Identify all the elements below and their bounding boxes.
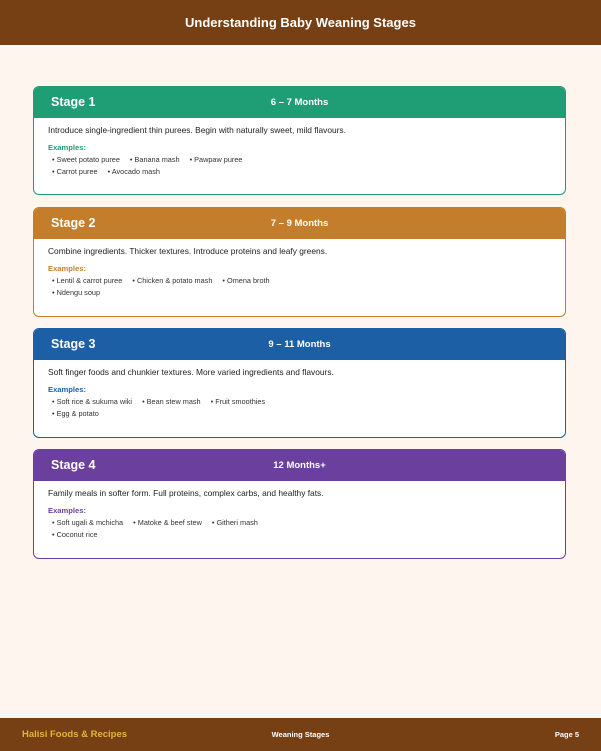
examples-line xyxy=(52,408,551,420)
example-item: • Soft rice & sukuma wiki xyxy=(52,397,133,406)
stage-card-header xyxy=(34,450,565,481)
example-item: • Omena broth xyxy=(222,276,270,285)
example-item: • Chicken & potato mash xyxy=(132,276,213,285)
example-item: • Ndengu soup xyxy=(52,288,101,297)
stage-card-2 xyxy=(33,207,566,317)
stage-description: Soft finger foods and chunkier textures. More varied ingredients and flavours. xyxy=(48,367,334,377)
footer-brand: Halisi Foods & Recipes xyxy=(22,729,128,740)
stage-card-header xyxy=(34,208,565,239)
footer-section-title: Weaning Stages xyxy=(271,730,330,739)
stage-card-header xyxy=(34,87,565,118)
examples-label: Examples: xyxy=(48,264,86,273)
example-item: • Coconut rice xyxy=(52,530,98,539)
stage-title: Stage 4 xyxy=(51,458,96,472)
stage-card-body xyxy=(34,360,565,420)
examples-line xyxy=(52,154,551,166)
example-item: • Carrot puree xyxy=(52,167,98,176)
examples-line xyxy=(52,396,551,408)
stage-card-body xyxy=(34,239,565,299)
stage-age-range: 12 Months+ xyxy=(273,460,326,471)
stage-description: Introduce single-ingredient thin purees. Begin with naturally sweet, mild flavours. xyxy=(48,125,346,135)
example-item: • Bean stew mash xyxy=(142,397,201,406)
stage-title: Stage 2 xyxy=(51,216,96,230)
example-item: • Githeri mash xyxy=(211,518,258,527)
stage-age-range: 7 – 9 Months xyxy=(270,218,329,229)
example-item: • Soft ugali & mchicha xyxy=(52,518,124,527)
stage-description: Combine ingredients. Thicker textures. Introduce proteins and leafy greens. xyxy=(48,246,328,256)
example-item: • Matoke & beef stew xyxy=(133,518,202,527)
example-item: • Lentil & carrot puree xyxy=(52,276,123,285)
stage-title: Stage 3 xyxy=(51,337,96,351)
stage-card-3 xyxy=(33,328,566,438)
examples-line xyxy=(52,529,551,541)
example-item: • Banana mash xyxy=(129,155,180,164)
examples-label: Examples: xyxy=(48,385,86,394)
stage-card-body xyxy=(34,118,565,178)
stage-description: Family meals in softer form. Full proteins, complex carbs, and healthy fats. xyxy=(48,488,324,498)
stage-card-body xyxy=(34,481,565,541)
stage-card-header xyxy=(34,329,565,360)
example-item: • Sweet potato puree xyxy=(52,155,120,164)
examples-line xyxy=(52,517,551,529)
example-item: • Avocado mash xyxy=(107,167,160,176)
stage-age-range: 6 – 7 Months xyxy=(270,97,329,108)
stage-card-4 xyxy=(33,449,566,559)
page-footer xyxy=(0,718,601,751)
footer-page-number: Page 5 xyxy=(554,730,579,739)
page-title: Understanding Baby Weaning Stages xyxy=(185,15,416,30)
examples-line xyxy=(52,275,551,287)
example-item: • Pawpaw puree xyxy=(189,155,243,164)
examples-line xyxy=(52,166,551,178)
example-item: • Fruit smoothies xyxy=(210,397,266,406)
example-item: • Egg & potato xyxy=(52,409,99,418)
stage-card-1 xyxy=(33,86,566,195)
examples-line xyxy=(52,287,551,299)
stage-age-range: 9 – 11 Months xyxy=(268,339,331,350)
stage-title: Stage 1 xyxy=(51,95,96,109)
examples-label: Examples: xyxy=(48,506,86,515)
examples-label: Examples: xyxy=(48,143,86,152)
page-header xyxy=(0,0,601,45)
